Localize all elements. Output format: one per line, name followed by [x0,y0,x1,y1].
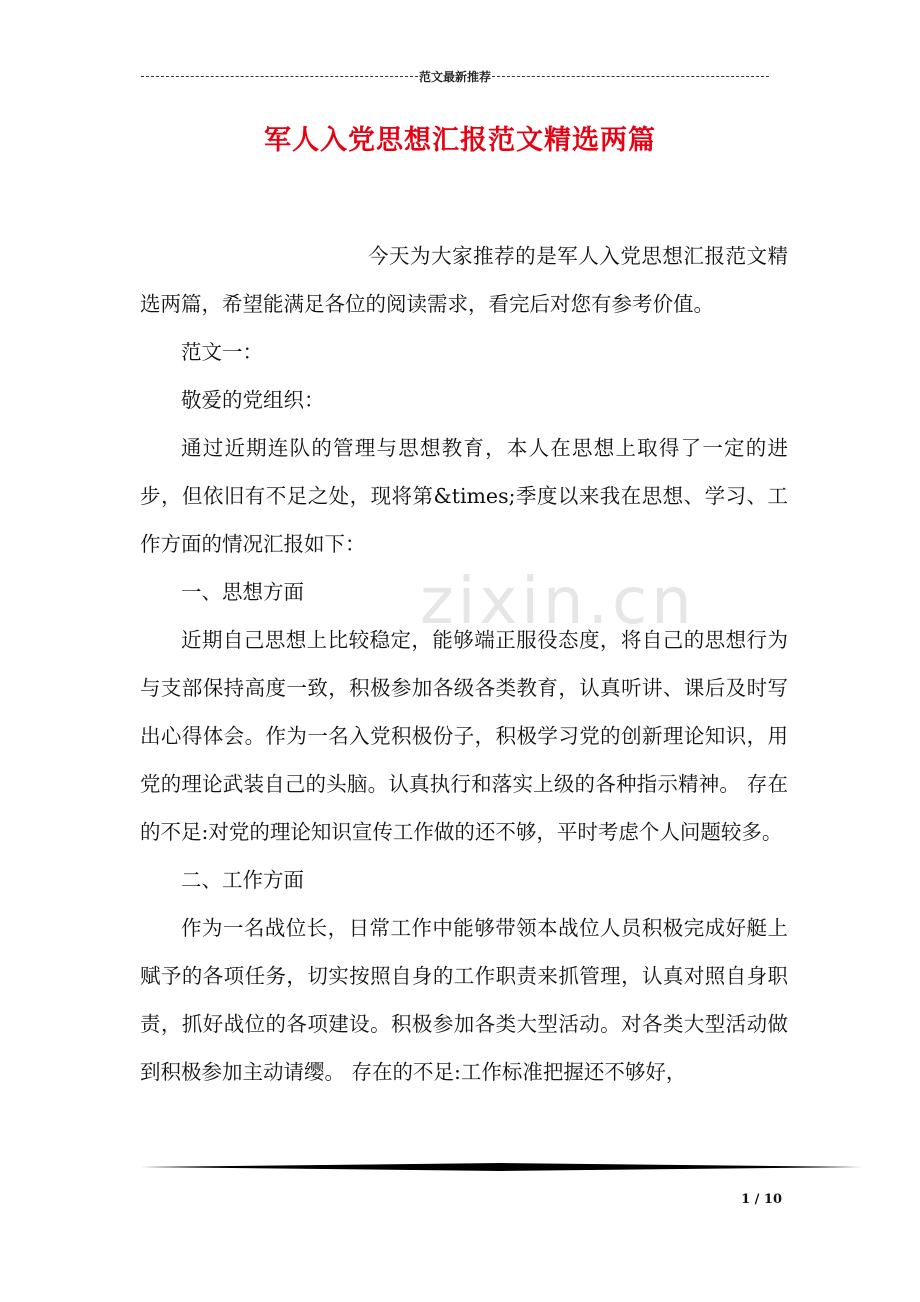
sample-heading: 范文一： [181,340,263,364]
section-heading-work: 二、工作方面 [181,868,304,892]
document-body [140,232,788,1096]
header-dash-right [492,76,769,77]
page-number: 1 / 10 [741,1192,782,1207]
body-paragraph: 近期自己思想上比较稳定，能够端正服役态度，将自己的思想行为与支部保持高度一致，积极参加各级各类教育，认真听讲、课后及时写出心得体会。作为一名入党积极份子，积极学习党的创新理论知识，用党的理论武装自己的头脑。认真执行和落实上级的各种指示精神。 存在的不足:对党的理论知识宣传工作做的还不够，平时考虑个人问题较多。 [140,628,788,844]
header-dash-left [141,76,418,77]
body-paragraph: 通过近期连队的管理与思想教育，本人在思想上取得了一定的进步，但依旧有不足之处，现将第&times;季度以来我在思想、学习、工作方面的情况汇报如下： [140,436,788,556]
document-title: 军人入党思想汇报范文精选两篇 [264,125,656,156]
header-label: 范文最新推荐 [419,69,492,84]
salutation: 敬爱的党组织： [181,388,325,412]
body-paragraph: 作为一名战位长，日常工作中能够带领本战位人员积极完成好艇上赋予的各项任务，切实按照自身的工作职责来抓管理，认真对照自身职责，抓好战位的各项建设。积极参加各类大型活动。对各类大型活动做到积极参加主动请缨。 存在的不足:工作标准把握还不够好， [140,916,788,1084]
watermark: zixin.cn [420,565,696,639]
page-header [140,66,770,86]
intro-paragraph: 今天为大家推荐的是军人入党思想汇报范文精选两篇，希望能满足各位的阅读需求，看完后对您有参考价值。 [140,244,788,316]
section-heading-thought: 一、思想方面 [181,580,304,604]
footer-rule [140,1162,862,1172]
